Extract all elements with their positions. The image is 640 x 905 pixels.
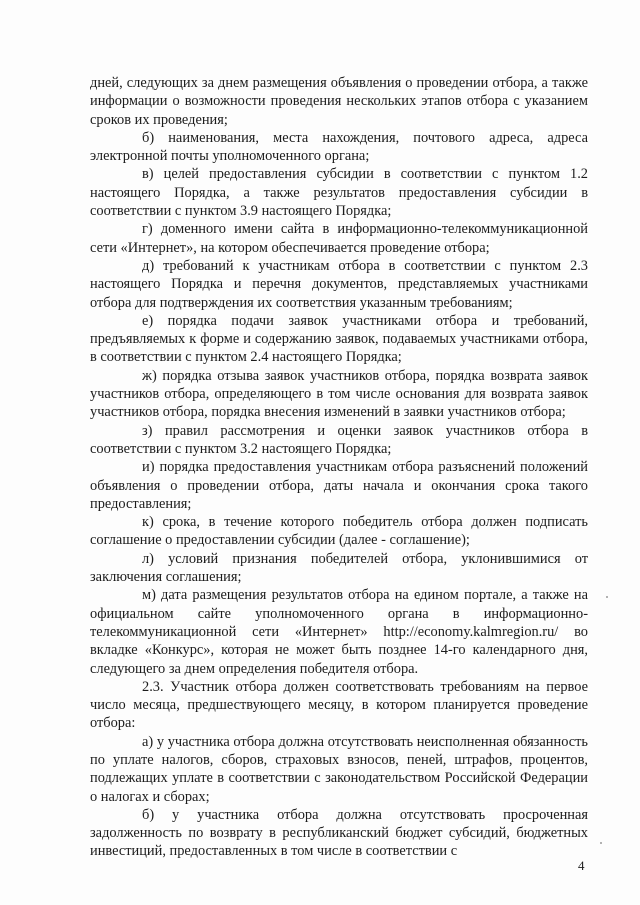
- paragraph-item-k: к) срока, в течение которого победитель отбора должен подписать соглашение о предоставлении субсидии (далее - соглашение);: [90, 514, 588, 549]
- paragraph-item-v: в) целей предоставления субсидии в соответствии с пунктом 1.2 настоящего Порядка, а также результатов предоставления субсидии в соответствии с пунктом 3.9 настоящего Порядка;: [90, 166, 588, 220]
- paragraph-item-i: и) порядка предоставления участникам отбора разъяснений положений объявления о проведении отбора, даты начала и окончания срока такого предоставления;: [90, 459, 588, 512]
- paragraph-item-a: а) у участника отбора должна отсутствовать неисполненная обязанность по уплате налогов, сборов, страховых взносов, пеней, штрафов, процентов, подлежащих уплате в соответствии с законодательством Российской Федерации о налогах и сборах;: [90, 733, 588, 805]
- paragraph-item-d: д) требований к участникам отбора в соответствии с пунктом 2.3 настоящего Порядка и перечня документов, представляемых участниками отбора для подтверждения их соответствия указанным требованиям;: [90, 257, 588, 311]
- paragraph-item-l: л) условий признания победителей отбора, уклонившимися от заключения соглашения;: [90, 550, 588, 586]
- paragraph-item-e: е) порядка подачи заявок участниками отбора и требований, предъявляемых к форме и содержанию заявок, подаваемых участниками отбора, в соответствии с пунктом 2.4 настоящего Порядка;: [90, 312, 588, 366]
- scan-speck: [606, 596, 608, 598]
- page-number: 4: [578, 858, 585, 873]
- paragraph-continuation: дней, следующих за днем размещения объявления о проведении отбора, а также информации о возможности проведения нескольких этапов отбора с указанием сроков их проведения;: [90, 75, 588, 128]
- paragraph-item-zh: ж) порядка отзыва заявок участников отбора, порядка возврата заявок участников отбора, определяющего в том числе основания для возврата заявок участников отбора, порядка внесения изменений в заявки участников отбора;: [90, 367, 588, 421]
- paragraph-item-z: з) правил рассмотрения и оценки заявок участников отбора в соответствии с пунктом 3.2 настоящего Порядка;: [90, 422, 588, 457]
- document-body: [90, 74, 588, 861]
- paragraph-item-m: м) дата размещения результатов отбора на едином портале, а также на официальном сайте уполномоченного органа в информационно-телекоммуникационной сети «Интернет» http://economy.kalmregion.ru/ во вкладке «Конкурс», которая не может быть позднее 14-го календарного дня, следующего за днем определения победителя отбора.: [90, 587, 588, 677]
- scan-speck: [600, 842, 602, 844]
- paragraph-section-2-3: 2.3. Участник отбора должен соответствовать требованиям на первое число месяца, предшествующего месяцу, в котором планируется проведение отбора:: [90, 678, 588, 732]
- paragraph-item-b-2: б) у участника отбора должна отсутствовать просроченная задолженность по возврату в республиканский бюджет субсидий, бюджетных инвестиций, предоставленных в том числе в соответствии с: [90, 806, 588, 860]
- paragraph-item-b: б) наименования, места нахождения, почтового адреса, адреса электронной почты уполномоченного органа;: [90, 129, 588, 165]
- paragraph-item-g: г) доменного имени сайта в информационно-телекоммуникационной сети «Интернет», на котором обеспечивается проведение отбора;: [90, 221, 588, 256]
